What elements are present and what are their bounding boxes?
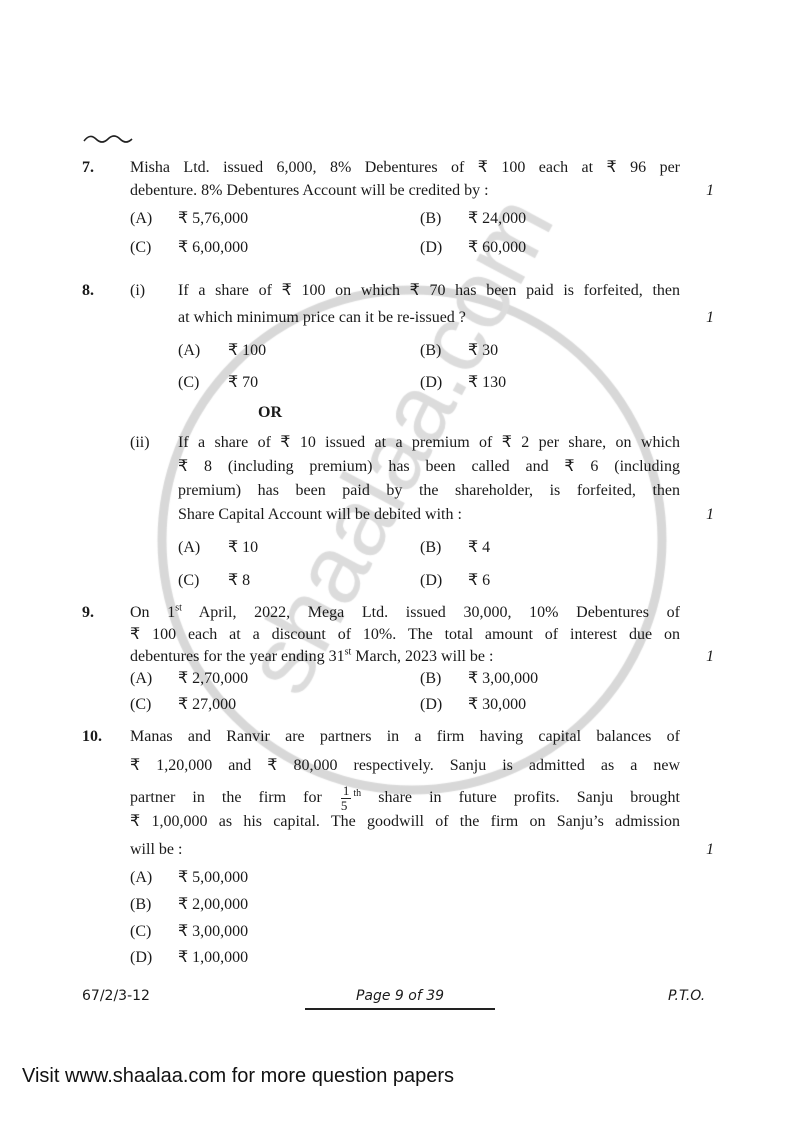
page-number: Page 9 of 39 [305, 986, 495, 1010]
option-value: ₹ 6,00,000 [178, 239, 249, 256]
option-label: (A) [178, 342, 201, 359]
option-value: ₹ 8 [228, 572, 251, 589]
option-label: (C) [130, 239, 152, 256]
question-number: 7. [82, 159, 94, 176]
marks: 1 [706, 506, 714, 523]
question-number: 9. [82, 604, 94, 621]
part-label: (ii) [130, 434, 150, 451]
denominator: 5 [340, 798, 348, 813]
text: debentures for the year ending 31 [130, 648, 345, 665]
text: On 1 [130, 604, 176, 621]
option-label: (A) [130, 869, 153, 886]
option-label: (B) [420, 342, 442, 359]
question-text: ₹ 1,00,000 as his capital. The goodwill of the firm on Sanju’s admission [130, 813, 680, 830]
question-text: debenture. 8% Debentures Account will be credited by : [130, 182, 489, 199]
option-label: (D) [420, 572, 443, 589]
option-label: (C) [178, 572, 200, 589]
marks: 1 [706, 841, 714, 858]
text: share in future profits. Sanju brought [378, 789, 681, 807]
question-text: ₹ 8 (including premium) has been called and ₹ 6 (including [178, 458, 680, 475]
option-label: (C) [130, 696, 152, 713]
option-value: ₹ 5,76,000 [178, 210, 249, 227]
question-text: Share Capital Account will be debited with : [178, 506, 462, 523]
option-label: (D) [420, 374, 443, 391]
text: partner in the firm for [130, 789, 322, 807]
superscript: st [344, 646, 352, 658]
option-value: ₹ 27,000 [178, 696, 237, 713]
option-label: (B) [130, 896, 152, 913]
option-value: ₹ 60,000 [468, 239, 527, 256]
question-text: If a share of ₹ 10 issued at a premium of ₹ 2 per share, on which [178, 434, 680, 451]
option-label: (A) [130, 210, 153, 227]
option-value: ₹ 130 [468, 374, 507, 391]
question-text: Misha Ltd. issued 6,000, 8% Debentures of ₹ 100 each at ₹ 96 per [130, 159, 680, 176]
question-text: will be : [130, 841, 183, 858]
paper-code: 67/2/3-12 [82, 988, 150, 1004]
option-value: ₹ 6 [468, 572, 491, 589]
option-value: ₹ 70 [228, 374, 259, 391]
question-number: 10. [82, 728, 102, 745]
fraction [341, 784, 352, 813]
option-label: (B) [420, 210, 442, 227]
option-value: ₹ 10 [228, 539, 259, 556]
question-text: If a share of ₹ 100 on which ₹ 70 has been paid is forfeited, then [178, 282, 680, 299]
question-number: 8. [82, 282, 94, 299]
marks: 1 [706, 648, 714, 665]
superscript: th [353, 787, 362, 799]
question-text [130, 647, 493, 667]
part-label: (i) [130, 282, 146, 299]
question-text: Manas and Ranvir are partners in a firm having capital balances of [130, 728, 680, 745]
option-value: ₹ 3,00,000 [178, 923, 249, 940]
promo-link[interactable]: Visit www.shaalaa.com for more question papers [22, 1065, 455, 1087]
option-value: ₹ 30 [468, 342, 499, 359]
option-value: ₹ 3,00,000 [468, 670, 539, 687]
option-label: (B) [420, 670, 442, 687]
question-text: premium) has been paid by the shareholder, is forfeited, then [178, 482, 680, 499]
pto-label: P.T.O. [668, 988, 706, 1004]
question-text: ₹ 1,20,000 and ₹ 80,000 respectively. Sanju is admitted as a new [130, 757, 680, 774]
superscript: st [175, 602, 182, 614]
option-value: ₹ 100 [228, 342, 267, 359]
question-text [130, 603, 680, 623]
marks: 1 [706, 309, 714, 326]
option-label: (D) [420, 239, 443, 256]
option-label: (D) [420, 696, 443, 713]
text: March, 2023 will be : [351, 648, 494, 665]
option-value: ₹ 1,00,000 [178, 949, 249, 966]
question-text: ₹ 100 each at a discount of 10%. The total amount of interest due on [130, 626, 680, 643]
squiggle-icon [82, 133, 138, 145]
option-label: (A) [130, 670, 153, 687]
option-value: ₹ 24,000 [468, 210, 527, 227]
marks: 1 [706, 182, 714, 199]
option-label: (B) [420, 539, 442, 556]
option-label: (C) [178, 374, 200, 391]
option-value: ₹ 30,000 [468, 696, 527, 713]
option-value: ₹ 5,00,000 [178, 869, 249, 886]
option-label: (D) [130, 949, 153, 966]
option-value: ₹ 2,70,000 [178, 670, 249, 687]
numerator: 1 [342, 783, 350, 798]
or-separator: OR [258, 404, 282, 421]
question-text [130, 784, 680, 813]
option-label: (C) [130, 923, 152, 940]
option-value: ₹ 4 [468, 539, 491, 556]
option-value: ₹ 2,00,000 [178, 896, 249, 913]
text: April, 2022, Mega Ltd. issued 30,000, 10% Debentures of [181, 604, 680, 621]
question-text: at which minimum price can it be re-issued ? [178, 309, 466, 326]
option-label: (A) [178, 539, 201, 556]
